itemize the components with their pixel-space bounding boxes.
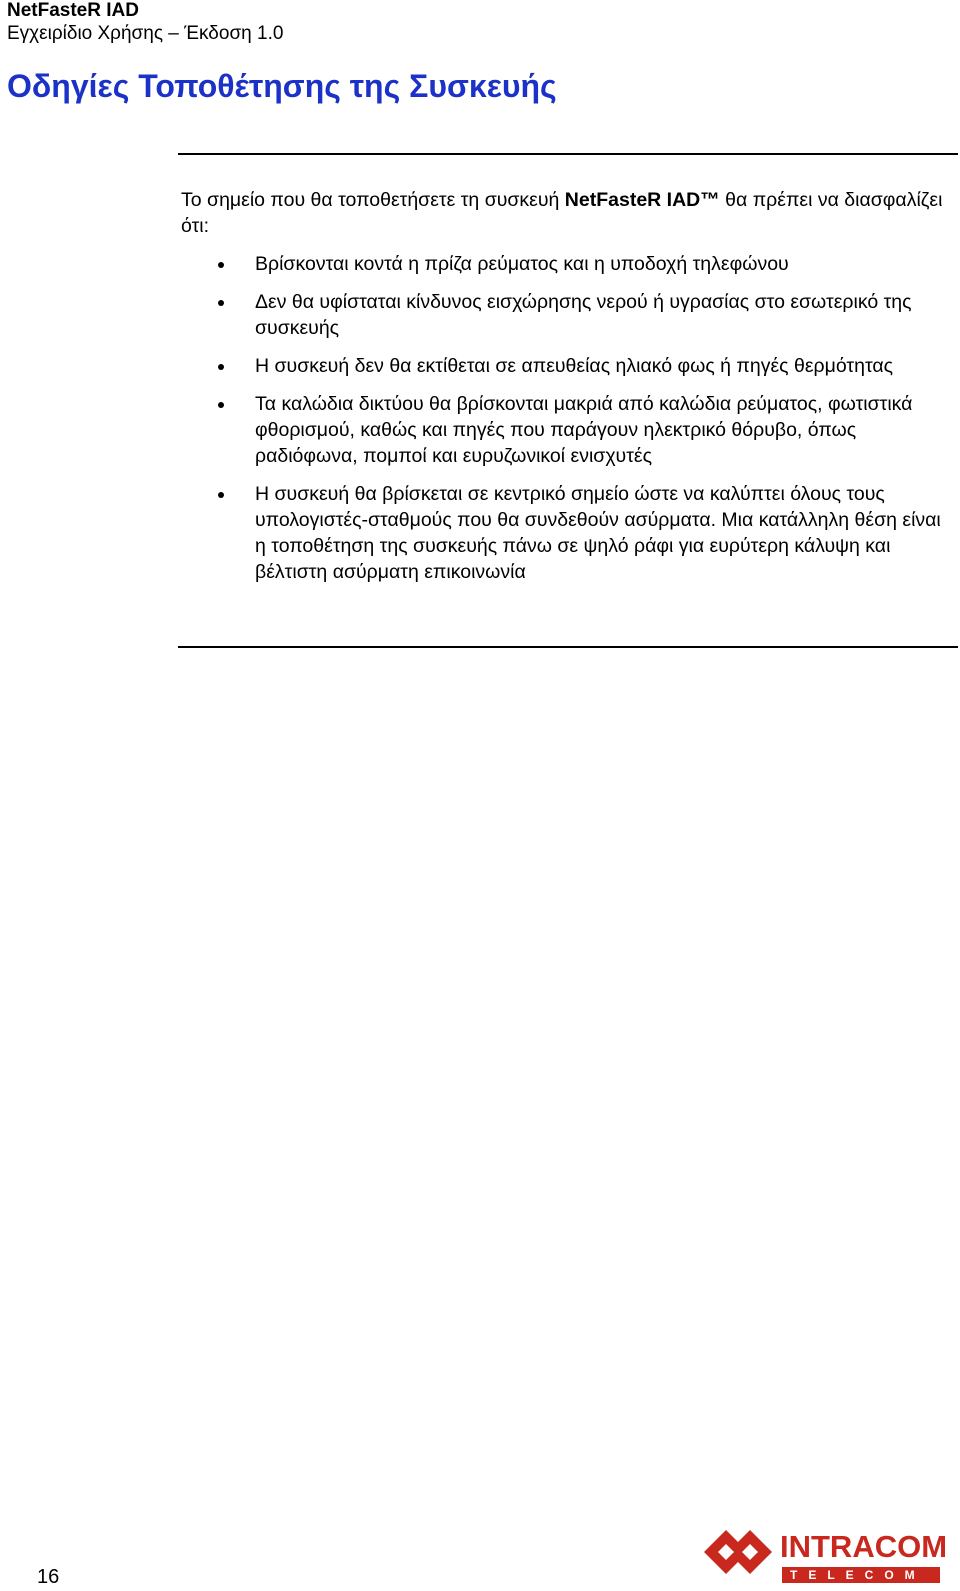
section-title: Οδηγίες Τοποθέτησης της Συσκευής: [7, 68, 557, 104]
bullet-icon: [218, 262, 224, 268]
list-item-text: Η συσκευή δεν θα εκτίθεται σε απευθείας ηλιακό φως ή πηγές θερμότητας: [255, 355, 894, 377]
list-item: [181, 481, 946, 585]
intro-text-after: θα πρέπει να διασφαλίζει ότι:: [181, 189, 943, 237]
intro-product-name: NetFasteR IAD™: [564, 189, 720, 211]
list-item-text: Δεν θα υφίσταται κίνδυνος εισχώρησης νερού ή υγρασίας στο εσωτερικό της συσκευής: [255, 291, 912, 339]
bullet-icon: [218, 402, 224, 408]
list-item: [181, 391, 946, 469]
bullet-icon: [218, 492, 224, 498]
intro-paragraph: [181, 187, 946, 239]
bullet-icon: [218, 300, 224, 306]
header-product-name: NetFasteR IAD: [7, 0, 139, 21]
bullet-icon: [218, 364, 224, 370]
list-item-text: Τα καλώδια δικτύου θα βρίσκονται μακριά από καλώδια ρεύματος, φωτιστικά φθορισμού, καθώς και πηγές που παράγουν ηλεκτρικό θόρυβο, όπως ραδιόφωνα, πομποί και ευρυζωνικοί ενισχυτές: [255, 393, 913, 467]
header-manual-version: Εγχειρίδιο Χρήσης – Έκδοση 1.0: [7, 23, 284, 44]
page-number: 16: [37, 1566, 60, 1588]
list-item: [181, 289, 946, 341]
running-header: [7, 0, 283, 46]
list-item: [181, 353, 946, 379]
logo-tagline: TELECOM: [782, 1567, 940, 1583]
logo-wordmark: INTRACOM: [780, 1529, 948, 1564]
list-item-text: Βρίσκονται κοντά η πρίζα ρεύματος και η υποδοχή τηλεφώνου: [255, 253, 789, 275]
section-body: [181, 187, 946, 597]
bottom-divider: [178, 646, 958, 648]
placement-requirements-list: [181, 251, 946, 585]
top-divider: [178, 153, 958, 155]
list-item: [181, 251, 946, 277]
intracom-telecom-logo: [704, 1528, 948, 1584]
intracom-logo-icon: [704, 1530, 772, 1574]
list-item-text: Η συσκευή θα βρίσκεται σε κεντρικό σημείο ώστε να καλύπτει όλους τους υπολογιστές-σταθμούς που θα συνδεθούν ασύρματα. Μια κατάλληλη θέση είναι η τοποθέτηση της συσκευής πάνω σε ψηλό ράφι για ευρύτερη κάλυψη και βέλτιστη ασύρματη επικοινωνία: [255, 483, 941, 583]
intro-text-before: Το σημείο που θα τοποθετήσετε τη συσκευή: [181, 189, 565, 211]
